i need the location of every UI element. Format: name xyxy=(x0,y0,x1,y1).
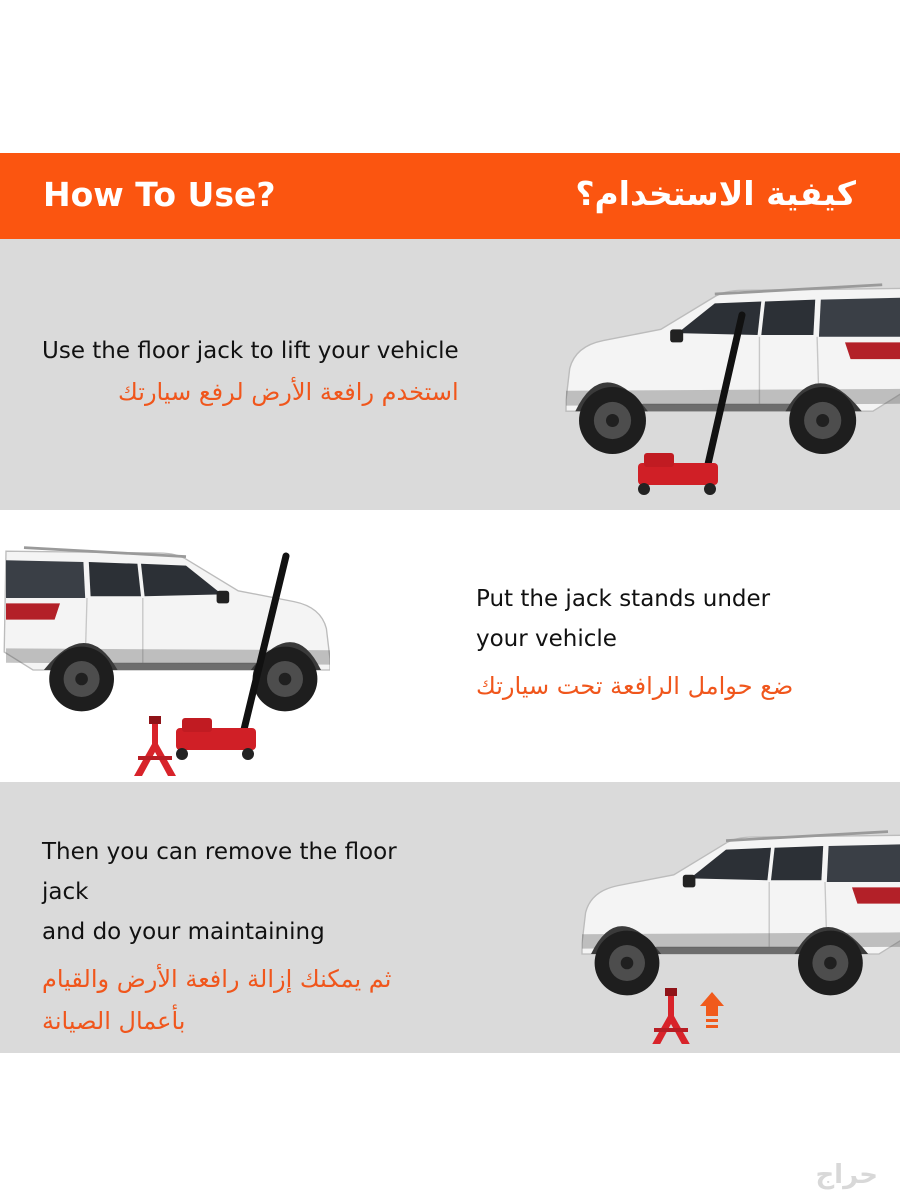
step-2-arabic: ضع حوامل الرافعة تحت سيارتك xyxy=(476,672,794,700)
step-1-panel xyxy=(0,239,900,510)
watermark-logo: حراج xyxy=(815,1160,878,1190)
step-3-panel xyxy=(0,782,900,1053)
step-3-arabic-line-1: ثم يمكنك إزالة رافعة الأرض والقيام xyxy=(42,965,392,993)
step-3-arabic-line-2: بأعمال الصيانة xyxy=(42,1007,186,1035)
step-3-english-line-1: Then you can remove the floor jack xyxy=(42,839,397,905)
suv-resting-on-jack-stand-illustration xyxy=(576,794,900,1044)
step-2-text xyxy=(476,579,793,707)
step-1-english: Use the floor jack to lift your vehicle xyxy=(42,338,459,364)
header-banner xyxy=(0,153,900,239)
step-3-english-line-2: and do your maintaining xyxy=(42,919,325,945)
title-arabic: كيفية الاستخدام؟ xyxy=(575,174,856,213)
step-2-english-line-1: Put the jack stands under xyxy=(476,586,771,612)
step-3-text xyxy=(42,832,442,1042)
step-1-arabic: استخدم رافعة الأرض لرفع سيارتك xyxy=(118,378,459,406)
step-2-panel xyxy=(0,510,900,782)
title-english: How To Use? xyxy=(43,175,276,214)
suv-with-floor-jack-and-jack-stand-illustration xyxy=(0,532,330,777)
suv-lifted-with-floor-jack-illustration xyxy=(560,261,900,501)
lift-arrow-icon xyxy=(700,992,724,1028)
step-1-text xyxy=(42,331,459,413)
step-2-english-line-2: your vehicle xyxy=(476,626,617,652)
